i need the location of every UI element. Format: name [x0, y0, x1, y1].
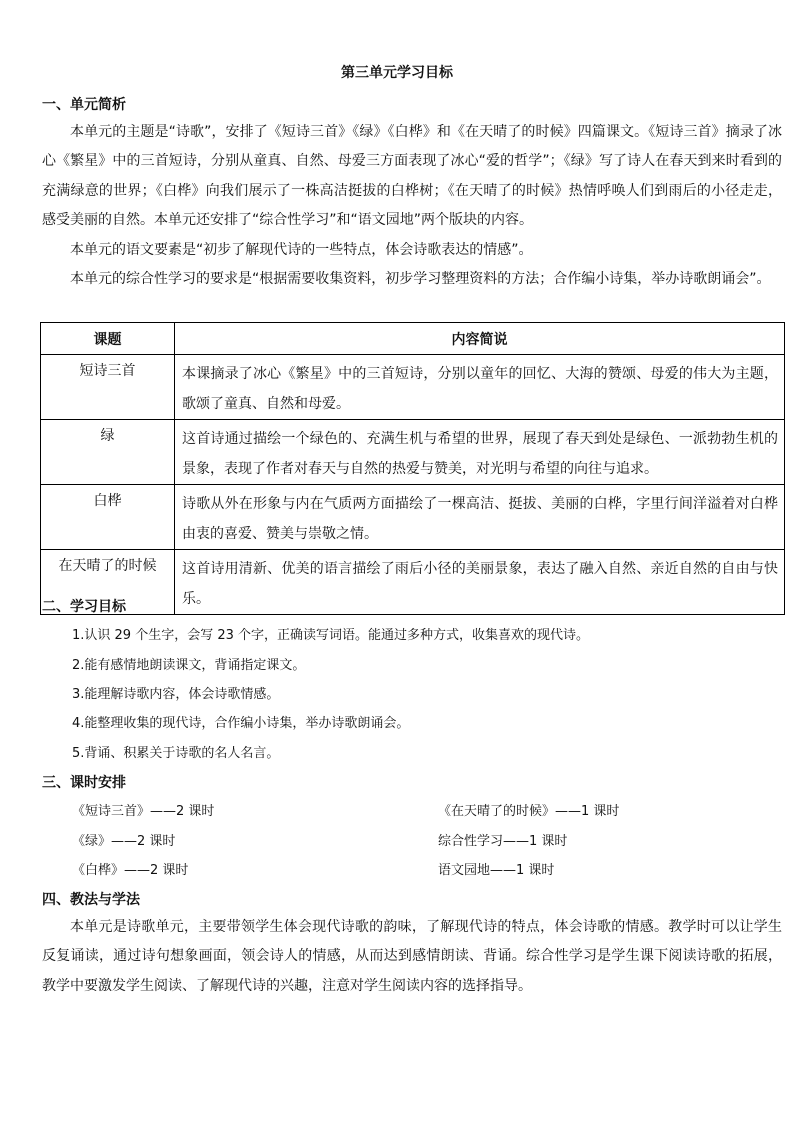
schedule-item: 语文园地——1 课时: [438, 863, 555, 878]
table-row: [41, 485, 785, 550]
table-header-description: 内容简说: [175, 323, 785, 355]
goal-item: 2.能有感情地朗读课文，背诵指定课文。: [72, 658, 306, 673]
lesson-name: 短诗三首: [41, 355, 175, 420]
section-heading-analysis: 一、单元简析: [42, 97, 126, 113]
schedule-item: 《短诗三首》——2 课时: [72, 804, 215, 819]
lesson-description: 诗歌从外在形象与内在气质两方面描绘了一棵高洁、挺拔、美丽的白桦，字里行间洋溢着对白桦由衷的喜爱、赞美与崇敬之情。: [175, 485, 785, 550]
goal-item: 1.认识 29 个生字，会写 23 个字，正确读写词语。能通过多种方式，收集喜欢的现代诗。: [72, 628, 590, 643]
intro-paragraph-3: 本单元的综合性学习的要求是“根据需要收集资料，初步学习整理资料的方法；合作编小诗集，举办诗歌朗诵会”。: [70, 271, 771, 287]
section-heading-goals: 二、学习目标: [42, 599, 126, 615]
table-row: [41, 355, 785, 420]
schedule-item: 综合性学习——1 课时: [438, 834, 568, 849]
table-header-row: [41, 323, 785, 355]
intro-paragraph-2: 本单元的语文要素是“初步了解现代诗的一些特点，体会诗歌表达的情感”。: [70, 242, 533, 258]
table-row: [41, 420, 785, 485]
table-header-lesson: 课题: [41, 323, 175, 355]
lesson-name: 在天晴了的时候: [41, 550, 175, 615]
lesson-description: 这首诗用清新、优美的语言描绘了雨后小径的美丽景象，表达了融入自然、亲近自然的自由与快乐。: [175, 550, 785, 615]
schedule-item: 《在天晴了的时候》——1 课时: [438, 804, 620, 819]
section-heading-schedule: 三、课时安排: [42, 775, 126, 791]
lesson-content-table: [40, 322, 785, 615]
schedule-item: 《绿》——2 课时: [72, 834, 176, 849]
schedule-item: 《白桦》——2 课时: [72, 863, 189, 878]
lesson-description: 这首诗通过描绘一个绿色的、充满生机与希望的世界，展现了春天到处是绿色、一派勃勃生机的景象，表现了作者对春天与自然的热爱与赞美，对光明与希望的向往与追求。: [175, 420, 785, 485]
goal-item: 3.能理解诗歌内容，体会诗歌情感。: [72, 687, 280, 702]
goal-item: 5.背诵、积累关于诗歌的名人名言。: [72, 746, 280, 761]
intro-paragraph-1: 本单元的主题是“诗歌”，安排了《短诗三首》《绿》《白桦》和《在天晴了的时候》四篇课文。《短诗三首》摘录了冰心《繁星》中的三首短诗，分别从童真、自然、母爱三方面表现了冰心“爱的哲学”；《绿》写了诗人在春天到来时看到的充满绿意的世界；《白桦》向我们展示了一株高洁挺拔的白桦树；《在天晴了的时候》热情呼唤人们到雨后的小径走走，感受美丽的自然。本单元还安排了“综合性学习”和“语文园地”两个版块的内容。: [42, 124, 782, 228]
lesson-name: 白桦: [41, 485, 175, 550]
lesson-description: 本课摘录了冰心《繁星》中的三首短诗，分别以童年的回忆、大海的赞颂、母爱的伟大为主题，歌颂了童真、自然和母爱。: [175, 355, 785, 420]
page-title: 第三单元学习目标: [341, 65, 453, 81]
methods-paragraph: 本单元是诗歌单元，主要带领学生体会现代诗歌的韵味，了解现代诗的特点，体会诗歌的情感。教学时可以让学生反复诵读，通过诗句想象画面，领会诗人的情感，从而达到感情朗读、背诵。综合性学习是学生课下阅读诗歌的拓展，教学中要激发学生阅读、了解现代诗的兴趣，注意对学生阅读内容的选择指导。: [42, 919, 782, 994]
goal-item: 4.能整理收集的现代诗，合作编小诗集，举办诗歌朗诵会。: [72, 716, 410, 731]
lesson-name: 绿: [41, 420, 175, 485]
section-heading-methods: 四、教法与学法: [42, 892, 140, 908]
table-row: [41, 550, 785, 615]
